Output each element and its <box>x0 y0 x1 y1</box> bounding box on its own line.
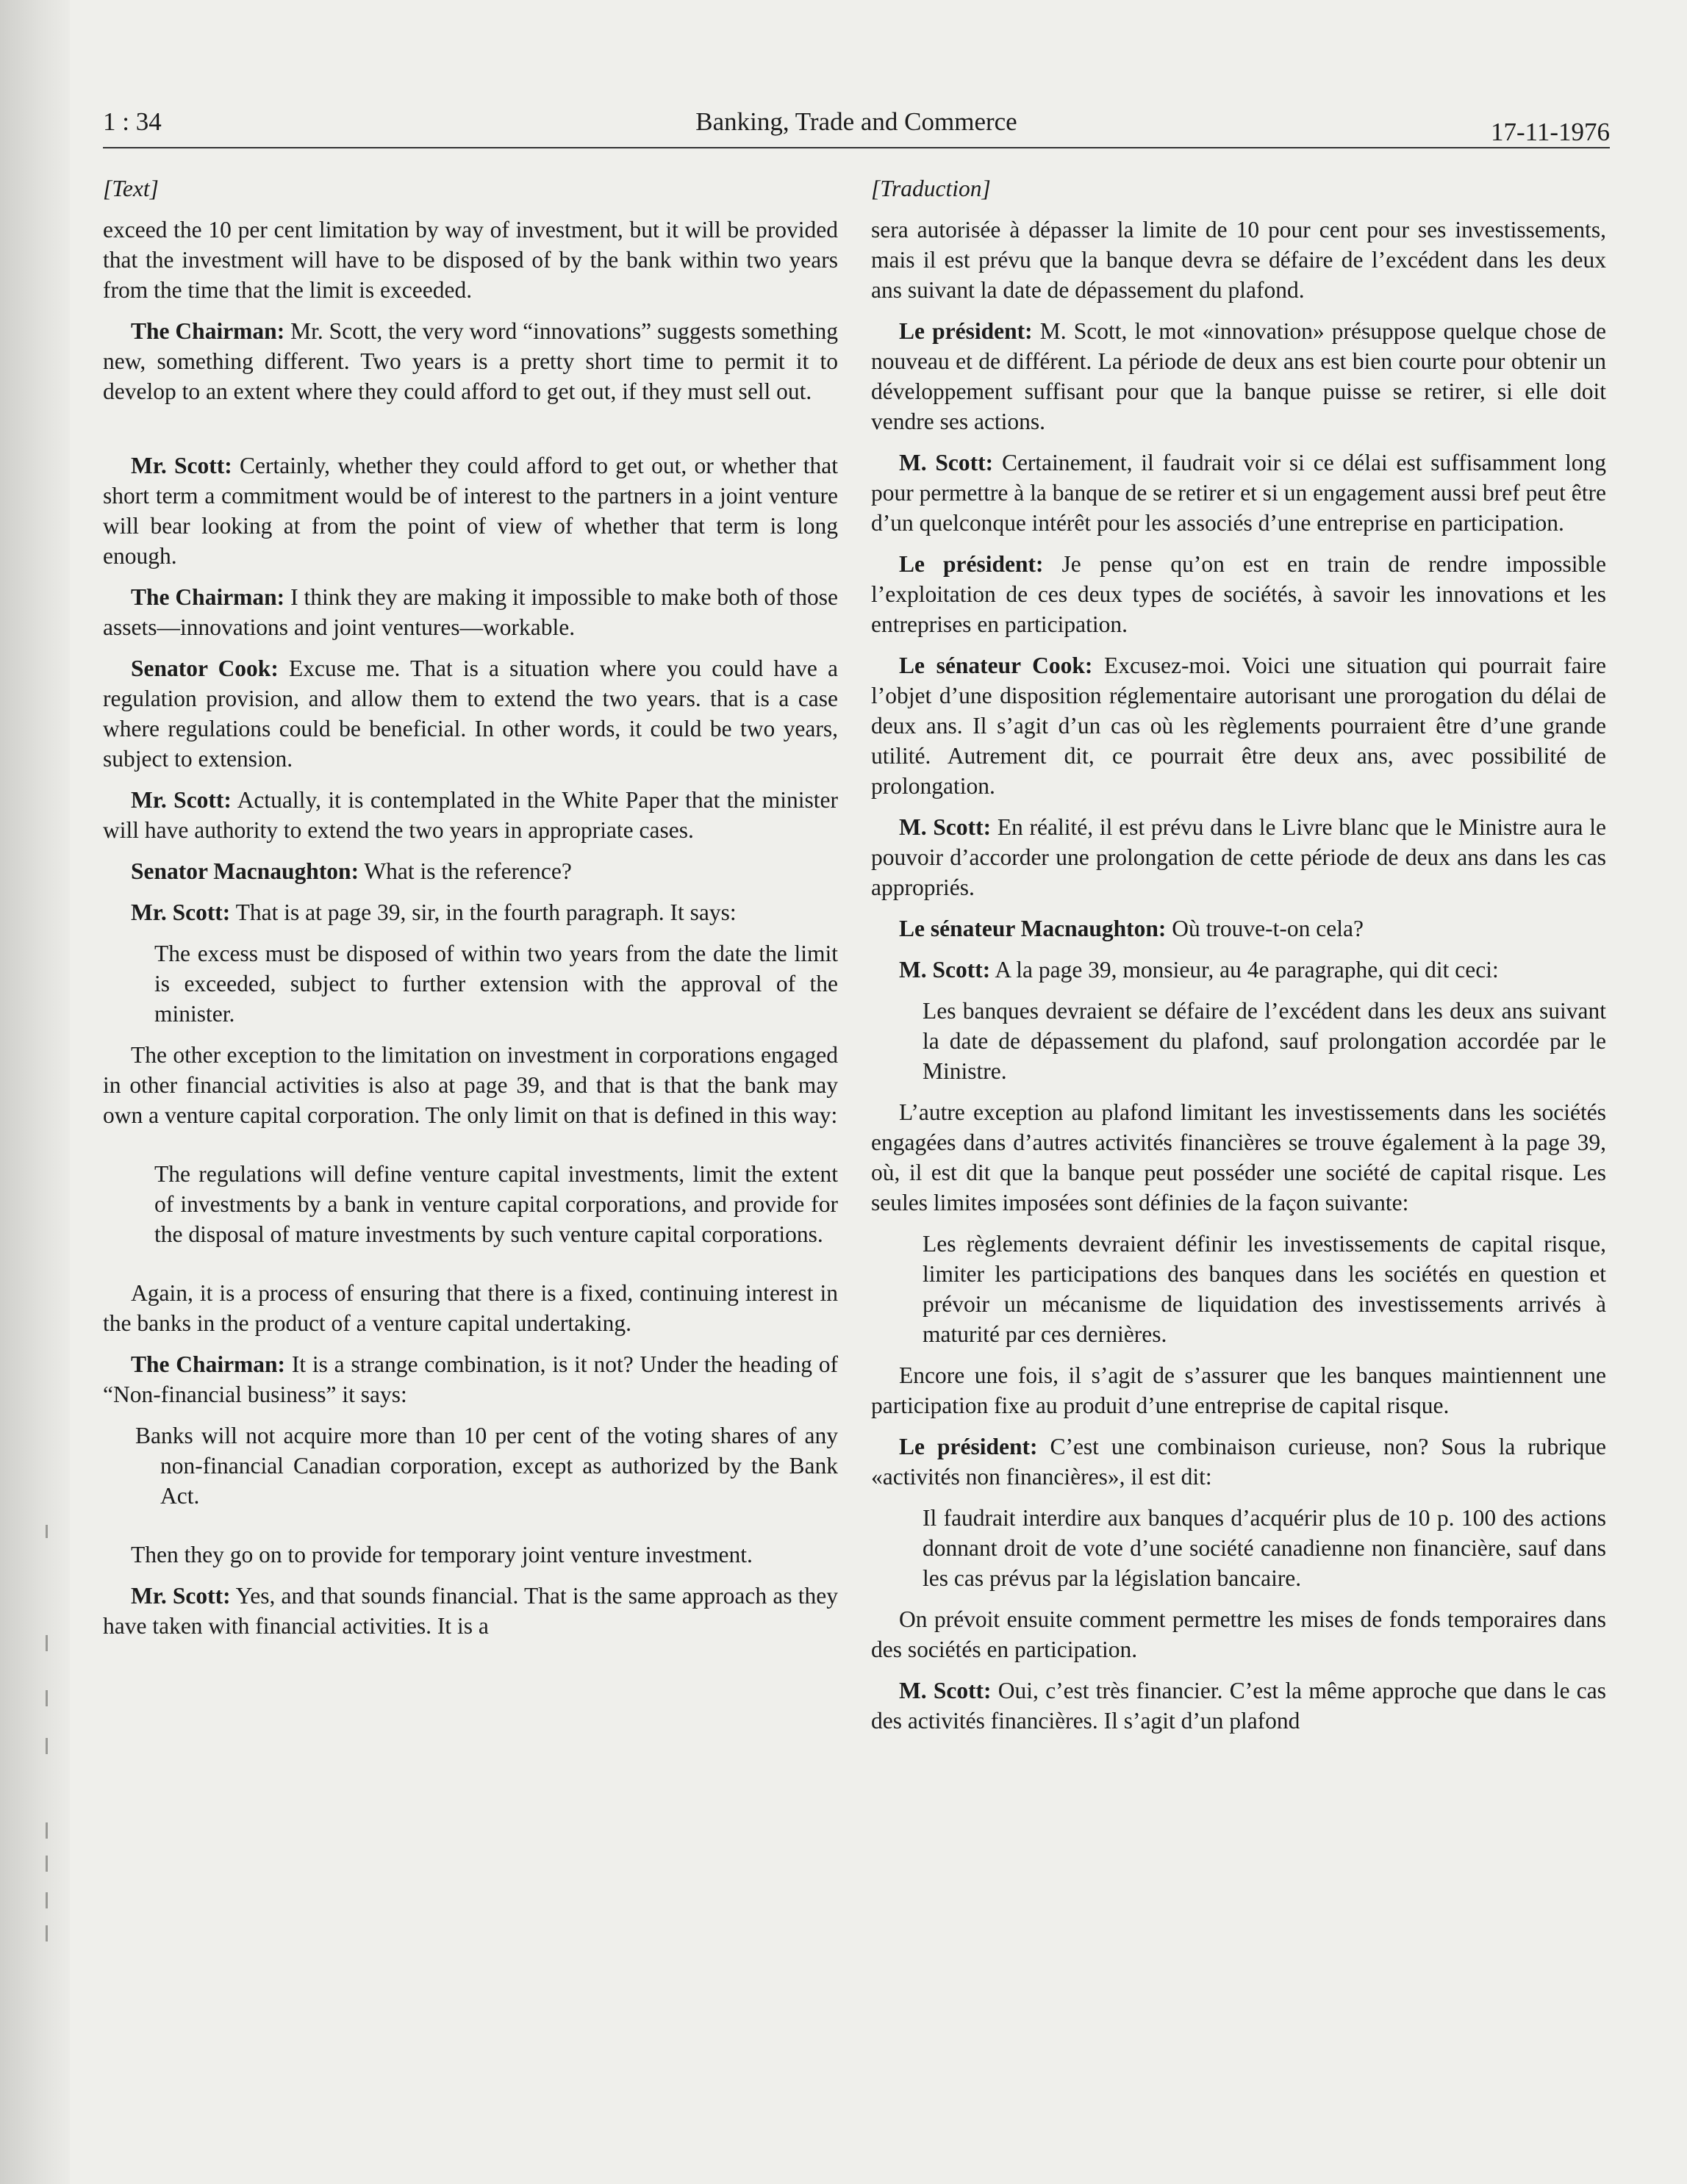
speech-text: Yes, and that sounds financial. That is the same approach as they have taken with financial activities. It is a <box>103 1583 838 1639</box>
speech-text: That is at page 39, sir, in the fourth paragraph. It says: <box>230 899 737 925</box>
speaker: Mr. Scott: <box>131 1583 231 1609</box>
block-quote: The regulations will define venture capital investments, limit the extent of investments by a bank in venture capital corporations, and provide for the disposal of mature investments by such venture capital corporations. <box>154 1161 838 1247</box>
paragraph: sera autorisée à dépasser la limite de 10 pour cent pour ses investissements, mais il est prévu que la banque devra se défaire de l’excédent dans les deux ans suivant la date de dépassement du plafond. <box>871 217 1606 303</box>
speech <box>871 1432 1606 1492</box>
speech <box>103 785 838 845</box>
speech <box>871 316 1606 437</box>
speaker: The Chairman: <box>131 1351 286 1377</box>
speech-text: Certainly, whether they could afford to get out, or whether that short term a commitment would be of interest to the partners in a joint venture will bear looking at from the point of view of whether that term is long enough. <box>103 453 838 569</box>
speech <box>103 450 838 571</box>
speaker: Mr. Scott: <box>131 787 232 813</box>
speech-text: Excuse me. That is a situation where you could have a regulation provision, and allow them to extend the two years. that is a case where regulations could be beneficial. In other words, it could be two years, subject to extension. <box>103 655 838 772</box>
paragraph: L’autre exception au plafond limitant les investissements dans les sociétés engagées dans d’autres activités financières se trouve également à la page 39, où, il est dit que la banque peut posséder une société de capital risque. Les seules limites imposées sont définies de la façon suivante: <box>871 1099 1606 1215</box>
page-gutter <box>0 0 70 2184</box>
speaker: Le président: <box>899 318 1033 344</box>
speech-text: I think they are making it impossible to make both of those assets—innovations and joint ventures—workable. <box>103 584 838 640</box>
speech <box>103 1349 838 1409</box>
column-tag: [Traduction] <box>871 176 991 201</box>
speech-text: Mr. Scott, the very word “innovations” suggests something new, something different. Two years is a pretty short time to permit it to develop to an extent where they could afford to get out, if they must sell out. <box>103 318 838 404</box>
spacer <box>103 417 838 450</box>
margin-mark <box>46 1892 48 1908</box>
margin-mark <box>46 1525 48 1538</box>
paragraph: exceed the 10 per cent limitation by way of investment, but it will be provided that the investment will have to be disposed of by the bank within two years from the time that the limit is exceeded. <box>103 217 838 303</box>
block-quote: Il faudrait interdire aux banques d’acquérir plus de 10 p. 100 des actions donnant droit de vote d’une société canadienne non financière, sauf dans les cas prévus par la législation bancaire. <box>923 1505 1606 1591</box>
speech <box>871 650 1606 801</box>
speech <box>871 448 1606 538</box>
speech <box>103 856 838 886</box>
page-header <box>103 103 1610 148</box>
speaker: Senator Macnaughton: <box>131 858 359 884</box>
speech <box>103 653 838 774</box>
speaker: M. Scott: <box>899 814 992 840</box>
speech-text: C’est une combinaison curieuse, non? Sous la rubrique «activités non financières», il est dit: <box>871 1434 1606 1490</box>
speaker: M. Scott: <box>899 450 994 475</box>
speech <box>871 812 1606 902</box>
speaker: The Chairman: <box>131 318 285 344</box>
page-title: Banking, Trade and Commerce <box>695 107 1017 136</box>
paragraph: Encore une fois, il s’agit de s’assurer que les banques maintiennent une participation fixe au produit d’une entreprise de capital risque. <box>871 1362 1606 1418</box>
speech-text: It is a strange combination, is it not? Under the heading of “Non-financial business” it says: <box>103 1351 838 1407</box>
speech <box>103 1581 838 1641</box>
paragraph: Again, it is a process of ensuring that there is a fixed, continuing interest in the banks in the product of a venture capital undertaking. <box>103 1280 838 1336</box>
speech-text: En réalité, il est prévu dans le Livre blanc que le Ministre aura le pouvoir d’accorder une prolongation de cette période de deux ans dans les cas appropriés. <box>871 814 1606 900</box>
speaker: The Chairman: <box>131 584 285 610</box>
block-quote: Les règlements devraient définir les investissements de capital risque, limiter les participations des banques dans les sociétés en question et prévoir un mécanisme de liquidation des investissements arrivés à maturité par ces dernières. <box>923 1231 1606 1347</box>
margin-mark <box>46 1822 48 1839</box>
paragraph: On prévoit ensuite comment permettre les mises de fonds temporaires dans des sociétés en participation. <box>871 1606 1606 1662</box>
speech <box>871 549 1606 639</box>
margin-mark <box>46 1856 48 1872</box>
speech-text: Oui, c’est très financier. C’est la même approche que dans le cas des activités financières. Il s’agit d’un plafond <box>871 1678 1607 1734</box>
paragraph: Then they go on to provide for temporary joint venture investment. <box>131 1542 753 1567</box>
speaker: Mr. Scott: <box>131 899 231 925</box>
block-quote: Les banques devraient se défaire de l’excédent dans les deux ans suivant la date de dépassement du plafond, sauf prolongation accordée par le Ministre. <box>923 998 1606 1084</box>
speech-text: Certainement, il faudrait voir si ce délai est suffisamment long pour permettre à la banque de se retirer et si un engagement aussi bref peut être d’un quelconque intérêt pour les associés d’une entreprise en participation. <box>871 450 1607 536</box>
speech-text: Actually, it is contemplated in the White Paper that the minister will have authority to extend the two years in appropriate cases. <box>103 787 838 843</box>
speaker: M. Scott: <box>899 1678 992 1703</box>
page-number: 1 : 34 <box>103 107 162 136</box>
speech <box>103 582 838 642</box>
speech <box>871 955 1606 985</box>
english-column <box>103 173 838 1652</box>
speech <box>103 316 838 406</box>
page-date: 17-11-1976 <box>1490 118 1610 146</box>
french-column <box>871 173 1606 1747</box>
speech-text: A la page 39, monsieur, au 4e paragraphe, qui dit ceci: <box>990 957 1499 983</box>
margin-mark <box>46 1738 48 1754</box>
speech-text: Où trouve-t-on cela? <box>1166 916 1364 941</box>
speech-text: What is the reference? <box>359 858 572 884</box>
speaker: Le président: <box>899 1434 1038 1459</box>
paragraph: The other exception to the limitation on investment in corporations engaged in other financial activities is also at page 39, and that is that the bank may own a venture capital corporation. The only limit on that is defined in this way: <box>103 1042 838 1128</box>
block-quote: The excess must be disposed of within two years from the date the limit is exceeded, subject to further extension with the approval of the minister. <box>154 941 838 1027</box>
margin-mark <box>46 1925 48 1941</box>
margin-mark <box>46 1635 48 1651</box>
speaker: Senator Cook: <box>131 655 279 681</box>
block-quote: Banks will not acquire more than 10 per cent of the voting shares of any non-financial Canadian corporation, except as authorized by the Bank Act. <box>135 1423 838 1509</box>
speaker: Mr. Scott: <box>131 453 232 478</box>
speech <box>871 1675 1606 1736</box>
speaker: M. Scott: <box>899 957 991 983</box>
speech-text: Excusez-moi. Voici une situation qui pourrait faire l’objet d’une disposition réglementaire autorisant une prorogation du délai de deux ans. Il s’agit d’un cas où les règlements pourraient être d’une grande utilité. Autrement dit, ce pourrait être deux ans, avec possibilité de prolongation. <box>871 653 1606 799</box>
speech-text: M. Scott, le mot «innovation» présuppose quelque chose de nouveau et de différent. La période de deux ans est bien courte pour obtenir un développement suffisant pour que la banque puisse se retirer, si elle doit vendre ses actions. <box>871 318 1607 434</box>
speech-text: Je pense qu’on est en train de rendre impossible l’exploitation de ces deux types de sociétés, à savoir les innovations et les entreprises en participation. <box>871 551 1607 637</box>
speech <box>871 913 1606 944</box>
speaker: Le président: <box>899 551 1044 577</box>
speaker: Le sénateur Macnaughton: <box>899 916 1167 941</box>
margin-mark <box>46 1690 48 1706</box>
column-tag: [Text] <box>103 176 159 201</box>
spacer <box>103 1260 838 1278</box>
speaker: Le sénateur Cook: <box>899 653 1093 678</box>
spacer <box>103 1141 838 1159</box>
spacer <box>103 1522 838 1540</box>
speech <box>103 897 838 927</box>
